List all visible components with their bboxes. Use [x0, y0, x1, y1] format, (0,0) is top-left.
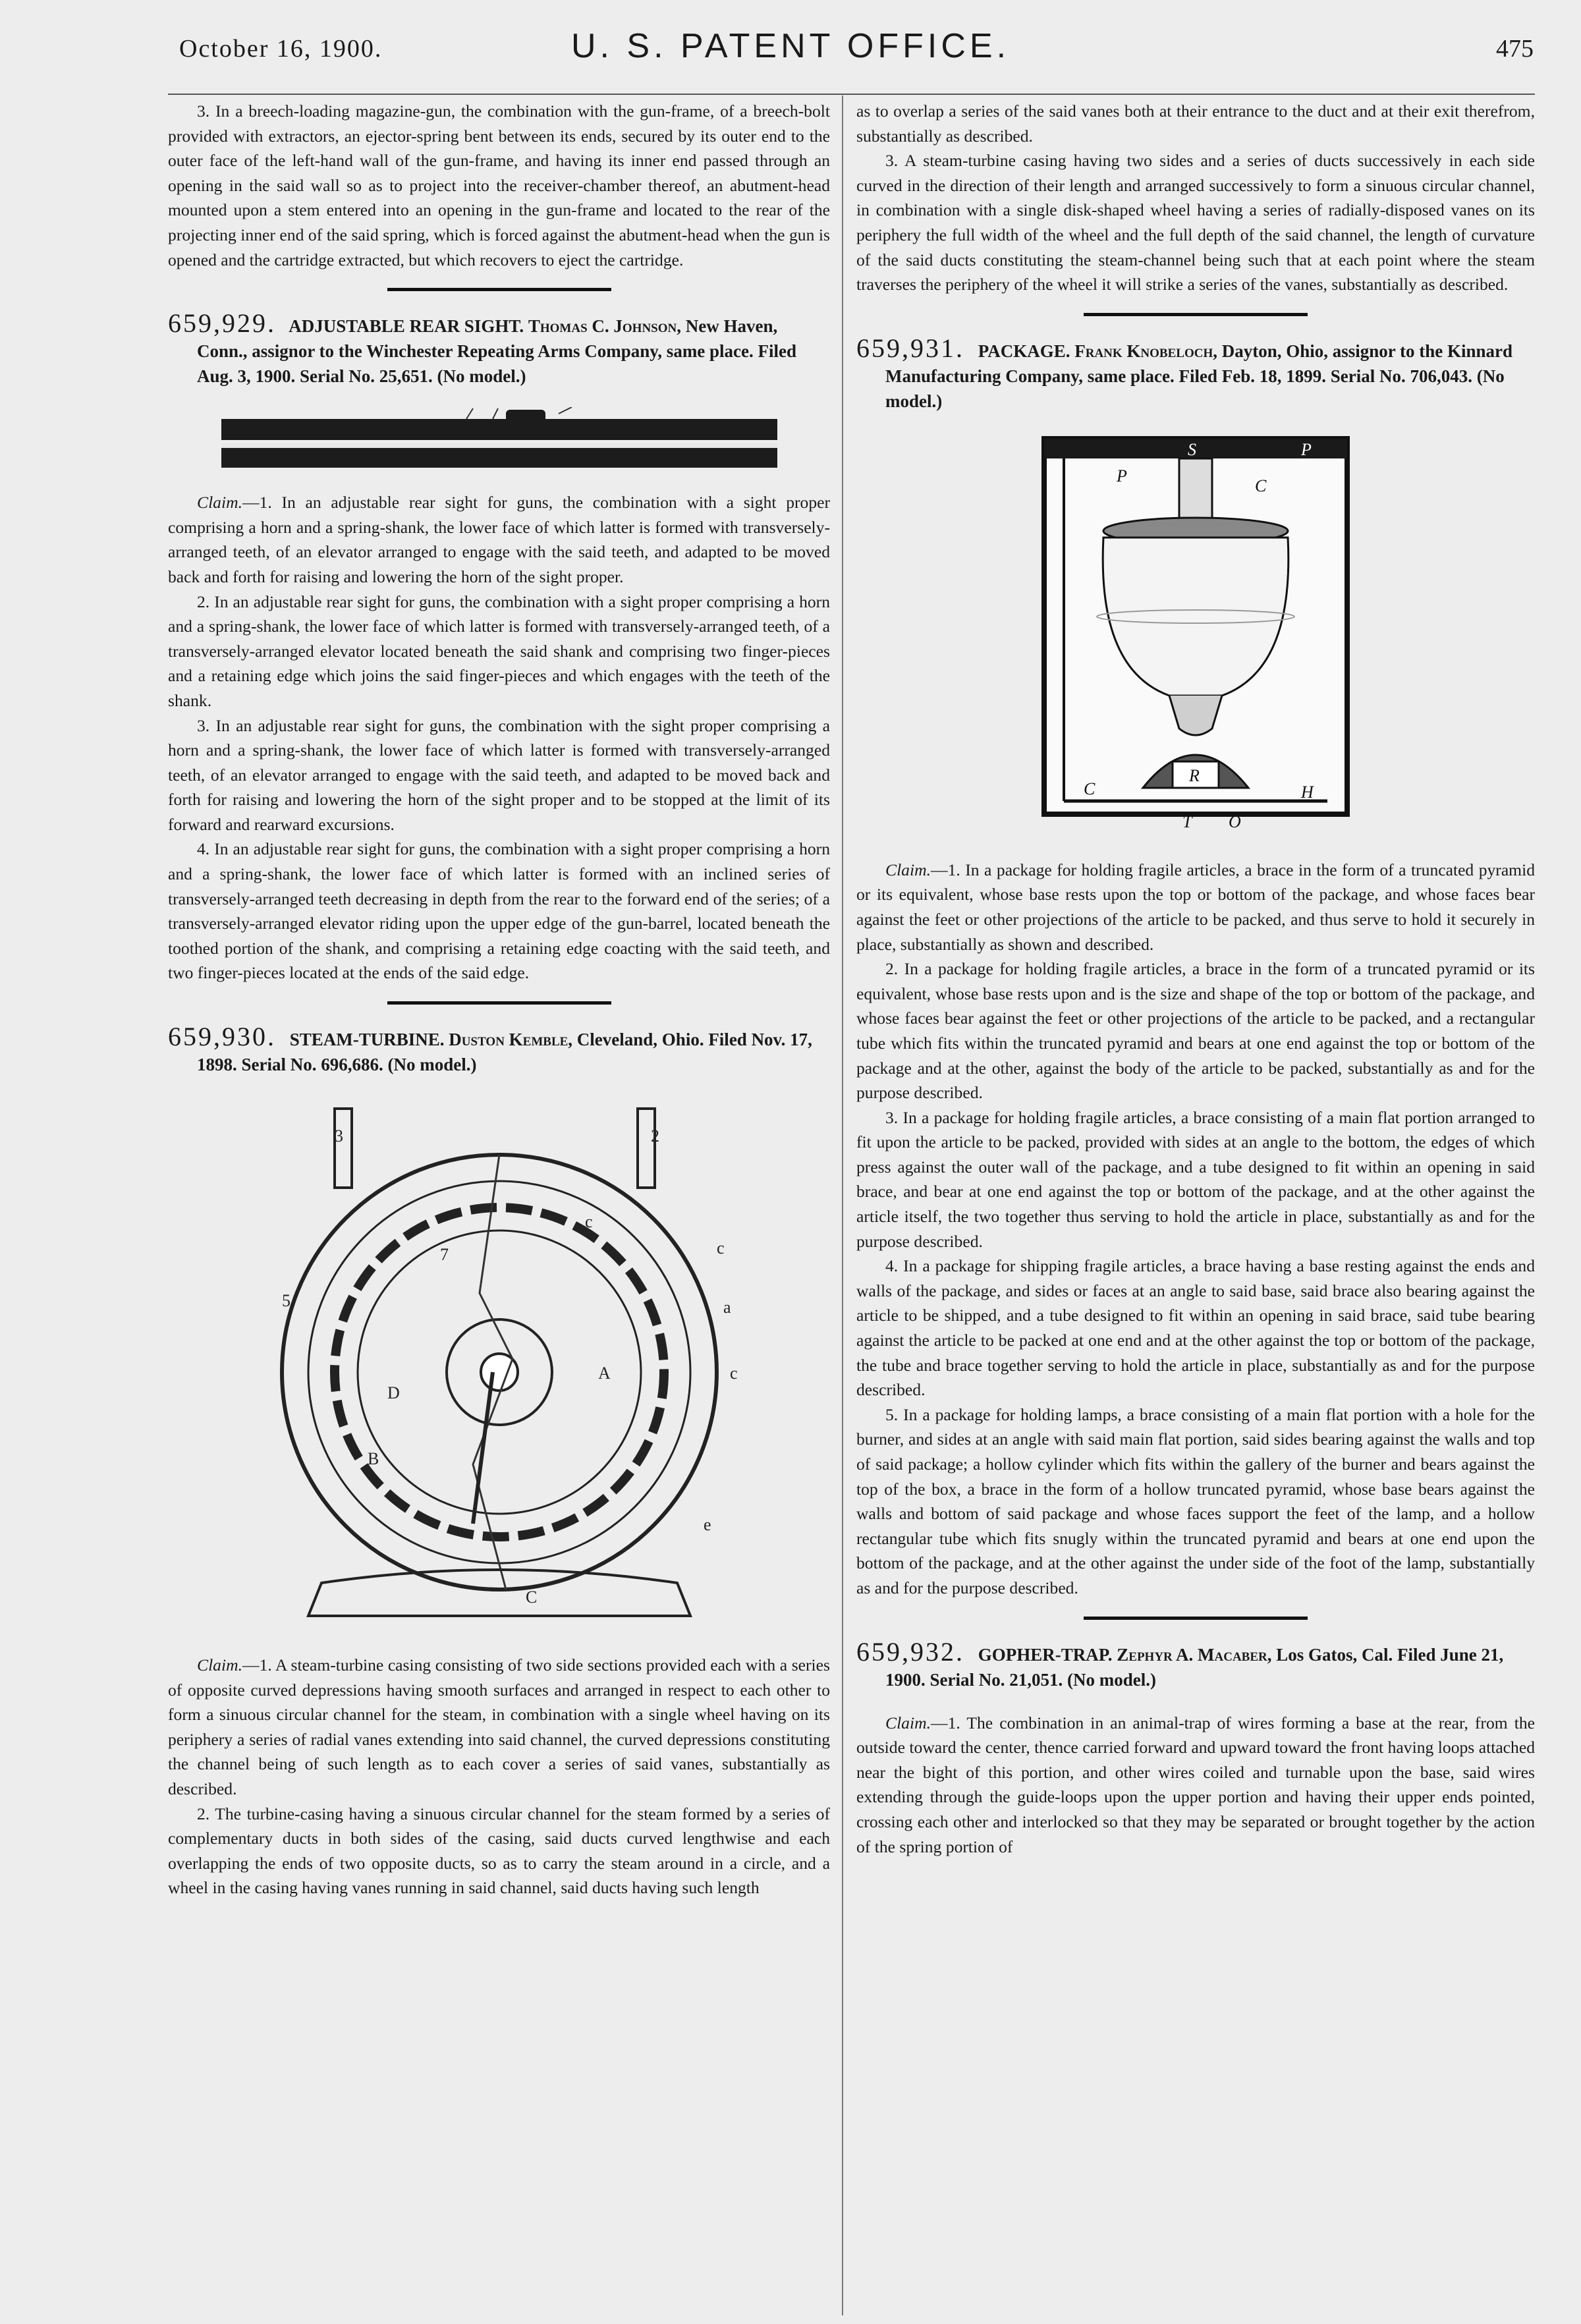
patent-title: GOPHER-TRAP. [978, 1644, 1113, 1665]
figure-label: e [703, 1515, 711, 1535]
figure-label: D [387, 1383, 400, 1403]
claim-2: 2. In a package for holding fragile articles, a brace in the form of a truncated pyramid or its equivalent, whose base rests upon and is the size and shape of the top or bottom of the package, and whose faces bear against the feet or other projections of the article to be packed, and a rectangular tube which fits within the truncated pyramid and bears at one end against the top or bottom of the package and at the other, against the body of the article to be packed, substantially as and for the purpose described. [856, 959, 1535, 1103]
figure-label: 5 [281, 1291, 291, 1311]
claim-2: 2. In an adjustable rear sight for guns, the combination with a sight proper comprising a horn and a spring-shank, the lower face of which latter is formed with transversely-arranged teeth, of a transversely-arranged elevator located beneath the said shank and comprising two finger-pieces and a retaining edge which joins the said finger-pieces and which engages with the teeth of the shank. [168, 592, 830, 710]
figure-label: H [1301, 782, 1314, 802]
figure-label: 7 [439, 1245, 449, 1265]
figure-label: C [1084, 779, 1096, 798]
claim-1: Claim.—1. A steam-turbine casing consisting of two side sections provided each with a series of opposite curved depressions having smooth surfaces and arranged in respect to each other to form a sinuous circular channel for the steam, in combination with a single wheel having on its periphery a series of radial vanes extending into said channel, the curved depressions constituting the channel being of such length as to each cover a series of said vanes, substantially as described. [168, 1655, 830, 1798]
patent-heading-659931 [856, 333, 1535, 414]
claim-2: 2. The turbine-casing having a sinuous circular channel for the steam formed by a series of complementary ducts in both sides of the casing, said ducts curved lengthwise and each overlapping the ends of two opposite ducts, so as to carry the steam around in a circle, and a wheel in the casing having vanes running in said channel, said ducts having such length [168, 1804, 830, 1898]
patent-inventor: Thomas C. Johnson, [528, 316, 681, 337]
left-column [168, 99, 830, 1900]
patent-heading-659930 [168, 1024, 830, 1077]
section-separator [387, 288, 611, 291]
claim-1: Claim.—1. In a package for holding fragile articles, a brace in the form of a truncated pyramid or its equivalent, whose base rests upon the top or bottom of the package, and whose faces bear against the feet or other projections of the article to be packed, and thus serve to hold it securely in place, substantially as shown and described. [856, 860, 1535, 954]
patent-inventor: Frank Knobeloch, [1074, 341, 1217, 361]
package-figure [1038, 432, 1354, 841]
patent-number: 659,930. [168, 1022, 276, 1052]
figure-label: c [584, 1212, 593, 1232]
header-date: October 16, 1900. [179, 35, 383, 63]
continued-claim: 3. In a breech-loading magazine-gun, the combination with the gun-frame, of a breech-bolt provided with extractors, an ejector-spring bent between its ends, secured by its outer end to the outer face of the left-hand wall of the gun-frame, and having its inner end passed through an opening in the said wall so as to project into the receiver-chamber thereof, an abutment-head mounted upon a stem entered into an opening in the gun-frame and located to the rear of the projecting inner end of the said spring, which is forced against the abutment-head when the gun is opened and the cartridge extracted, but which recovers to eject the cartridge. [168, 101, 830, 269]
figure-label: P [1301, 439, 1312, 459]
figure-label: S [1188, 439, 1196, 459]
header-office-title: U. S. PATENT OFFICE. [570, 27, 1011, 65]
claim-3: 3. In a package for holding fragile articles, a brace consisting of a main flat portion arranged to fit upon the article to be packed, provided with sides at an angle to the bottom, the edges of which press against the outer wall of the package, and a tube designed to fit within an opening in said brace, and bear at one end against the top or bottom of the package, and at the other against the article itself, the two together thus serving to hold the article in place, substantially as and for the purpose described. [856, 1107, 1535, 1251]
patent-number: 659,932. [856, 1636, 964, 1667]
patent-details: Dayton, Ohio, assignor to the Kinnard Manufacturing Company, same place. Filed Feb. 18, 1899. Serial No. 706,043. (No model.) [885, 341, 1513, 411]
patent-number: 659,929. [168, 308, 276, 339]
figure-label: T [1182, 812, 1192, 831]
header-rule [168, 94, 1535, 95]
patent-heading-659929 [168, 308, 830, 389]
figure-label: a [723, 1298, 731, 1317]
claim-5: 5. In a package for holding lamps, a brace consisting of a main flat portion with a hole for the burner, and sides at an angle with said main flat portion, said sides bearing against the walls and top of said package; a hollow cylinder which fits within the gallery of the burner and bears against the top of the box, a brace in the form of a hollow truncated pyramid, whose base bears against the walls and bottom of said package and whose faces support the feet of the lamp, and a hollow rectangular tube which fits snugly within the truncated pyramid and bears at one end upon the bottom of the package, and at the other against the under side of the foot of the lamp, substantially as and for the purpose described. [856, 1404, 1535, 1597]
patent-title: STEAM-TURBINE. [289, 1030, 445, 1050]
figure-label: B [367, 1449, 379, 1469]
figure-label: C [525, 1588, 537, 1607]
patent-number: 659,931. [856, 333, 964, 363]
right-column [856, 99, 1535, 1859]
patent-details: Los Gatos, Cal. Filed June 21, 1900. Serial No. 21,051. (No model.) [885, 1644, 1504, 1690]
section-separator [1084, 313, 1308, 316]
figure-label: 3 [334, 1126, 343, 1146]
claim-1: Claim.—1. In an adjustable rear sight for guns, the combination with a sight proper comprising a horn and a spring-shank, the lower face of which latter is formed with transversely-arranged teeth, of an elevator arranged to engage with the said teeth, and adapted to be moved back and forth for raising and lowering the horn of the sight proper. [168, 493, 830, 586]
claim-1: Claim.—1. The combination in an animal-trap of wires forming a base at the rear, from the outside toward the center, thence carried forward and upward toward the front having loops attached near the bight of this portion, and other wires coiled and turnable upon the base, said wires extending through the guide-loops upon the upper portion and having their upper ends pointed, crossing each other and interlocked so that they may be separated or brought together by the action of the spring portion of [856, 1713, 1535, 1856]
patent-title: PACKAGE. [978, 341, 1070, 361]
claim-3: 3. In an adjustable rear sight for guns, the combination with the sight proper comprising a horn and a spring-shank, the lower face of which latter is formed with transversely-arranged teeth, of an elevator arranged to engage with the said teeth, and adapted to be moved back and forth for raising and lowering the horn of the sight proper and to be stopped at the limit of its forward and rearward excursions. [168, 715, 830, 834]
section-separator [387, 1001, 611, 1005]
rear-sight-figure [216, 407, 783, 473]
claim-4: 4. In an adjustable rear sight for guns, the combination with a sight proper comprising a horn and a spring-shank, the lower face of which latter is formed with an inclined series of transversely-arranged teeth decreasing in depth from the rear to the forward end of the series; of a transversely-arranged elevator riding upon the upper edge of the gun-barrel, located beneath the toothed portion of the shank, and comprising a retaining edge coacting with the said teeth, and two finger-pieces located at the ends of the said edge. [168, 839, 830, 983]
figure-label: O [1229, 812, 1241, 831]
column-divider [842, 96, 843, 2315]
figure-label: C [1255, 476, 1267, 495]
patent-title: ADJUSTABLE REAR SIGHT. [289, 316, 524, 337]
figure-label: R [1189, 765, 1200, 785]
steam-turbine-figure [229, 1095, 769, 1636]
patent-inventor: Duston Kemble, [449, 1030, 573, 1050]
claim-4: 4. In a package for shipping fragile articles, a brace having a base resting against the ends and walls of the package, and sides or faces at an angle to said base, said brace also bearing against the article to be shipped, and a tube designed to fit within an opening in said brace, said tube bearing against the article to be packed at one end and at the other against the top or bottom of the package, the tube and brace together serving to hold the article in place, substantially as and for the purpose described. [856, 1256, 1535, 1400]
figure-label: A [597, 1364, 611, 1383]
figure-label: 2 [650, 1126, 659, 1146]
figure-label: c [716, 1238, 725, 1258]
patent-inventor: Zephyr A. Macaber, [1117, 1644, 1272, 1665]
patent-details: Cleveland, Ohio. Filed Nov. 17, 1898. Serial No. 696,686. (No model.) [197, 1030, 812, 1075]
patent-heading-659932 [856, 1636, 1535, 1692]
continued-claim: as to overlap a series of the said vanes both at their entrance to the duct and at their exit therefrom, substantially as described. [856, 101, 1535, 146]
patent-details: New Haven, Conn., assignor to the Winchester Repeating Arms Company, same place. Filed Aug. 3, 1900. Serial No. 25,651. (No model.) [197, 316, 797, 387]
section-separator [1084, 1617, 1308, 1620]
claim-3: 3. A steam-turbine casing having two sides and a series of ducts successively in each side curved in the direction of their length and arranged successively to form a sinuous circular channel, in combination with a single disk-shaped wheel having a series of radially-disposed vanes on its periphery the full width of the wheel and the full depth of the said channel, the length of curvature of the said ducts constituting the steam-channel being such that at each point where the steam traverses the periphery of the wheel it will strike a series of the vanes, substantially as described. [856, 151, 1535, 294]
header-page-number: 475 [1496, 35, 1534, 63]
figure-label: c [729, 1364, 738, 1383]
figure-label: P [1117, 466, 1127, 485]
page-header [0, 26, 1581, 66]
